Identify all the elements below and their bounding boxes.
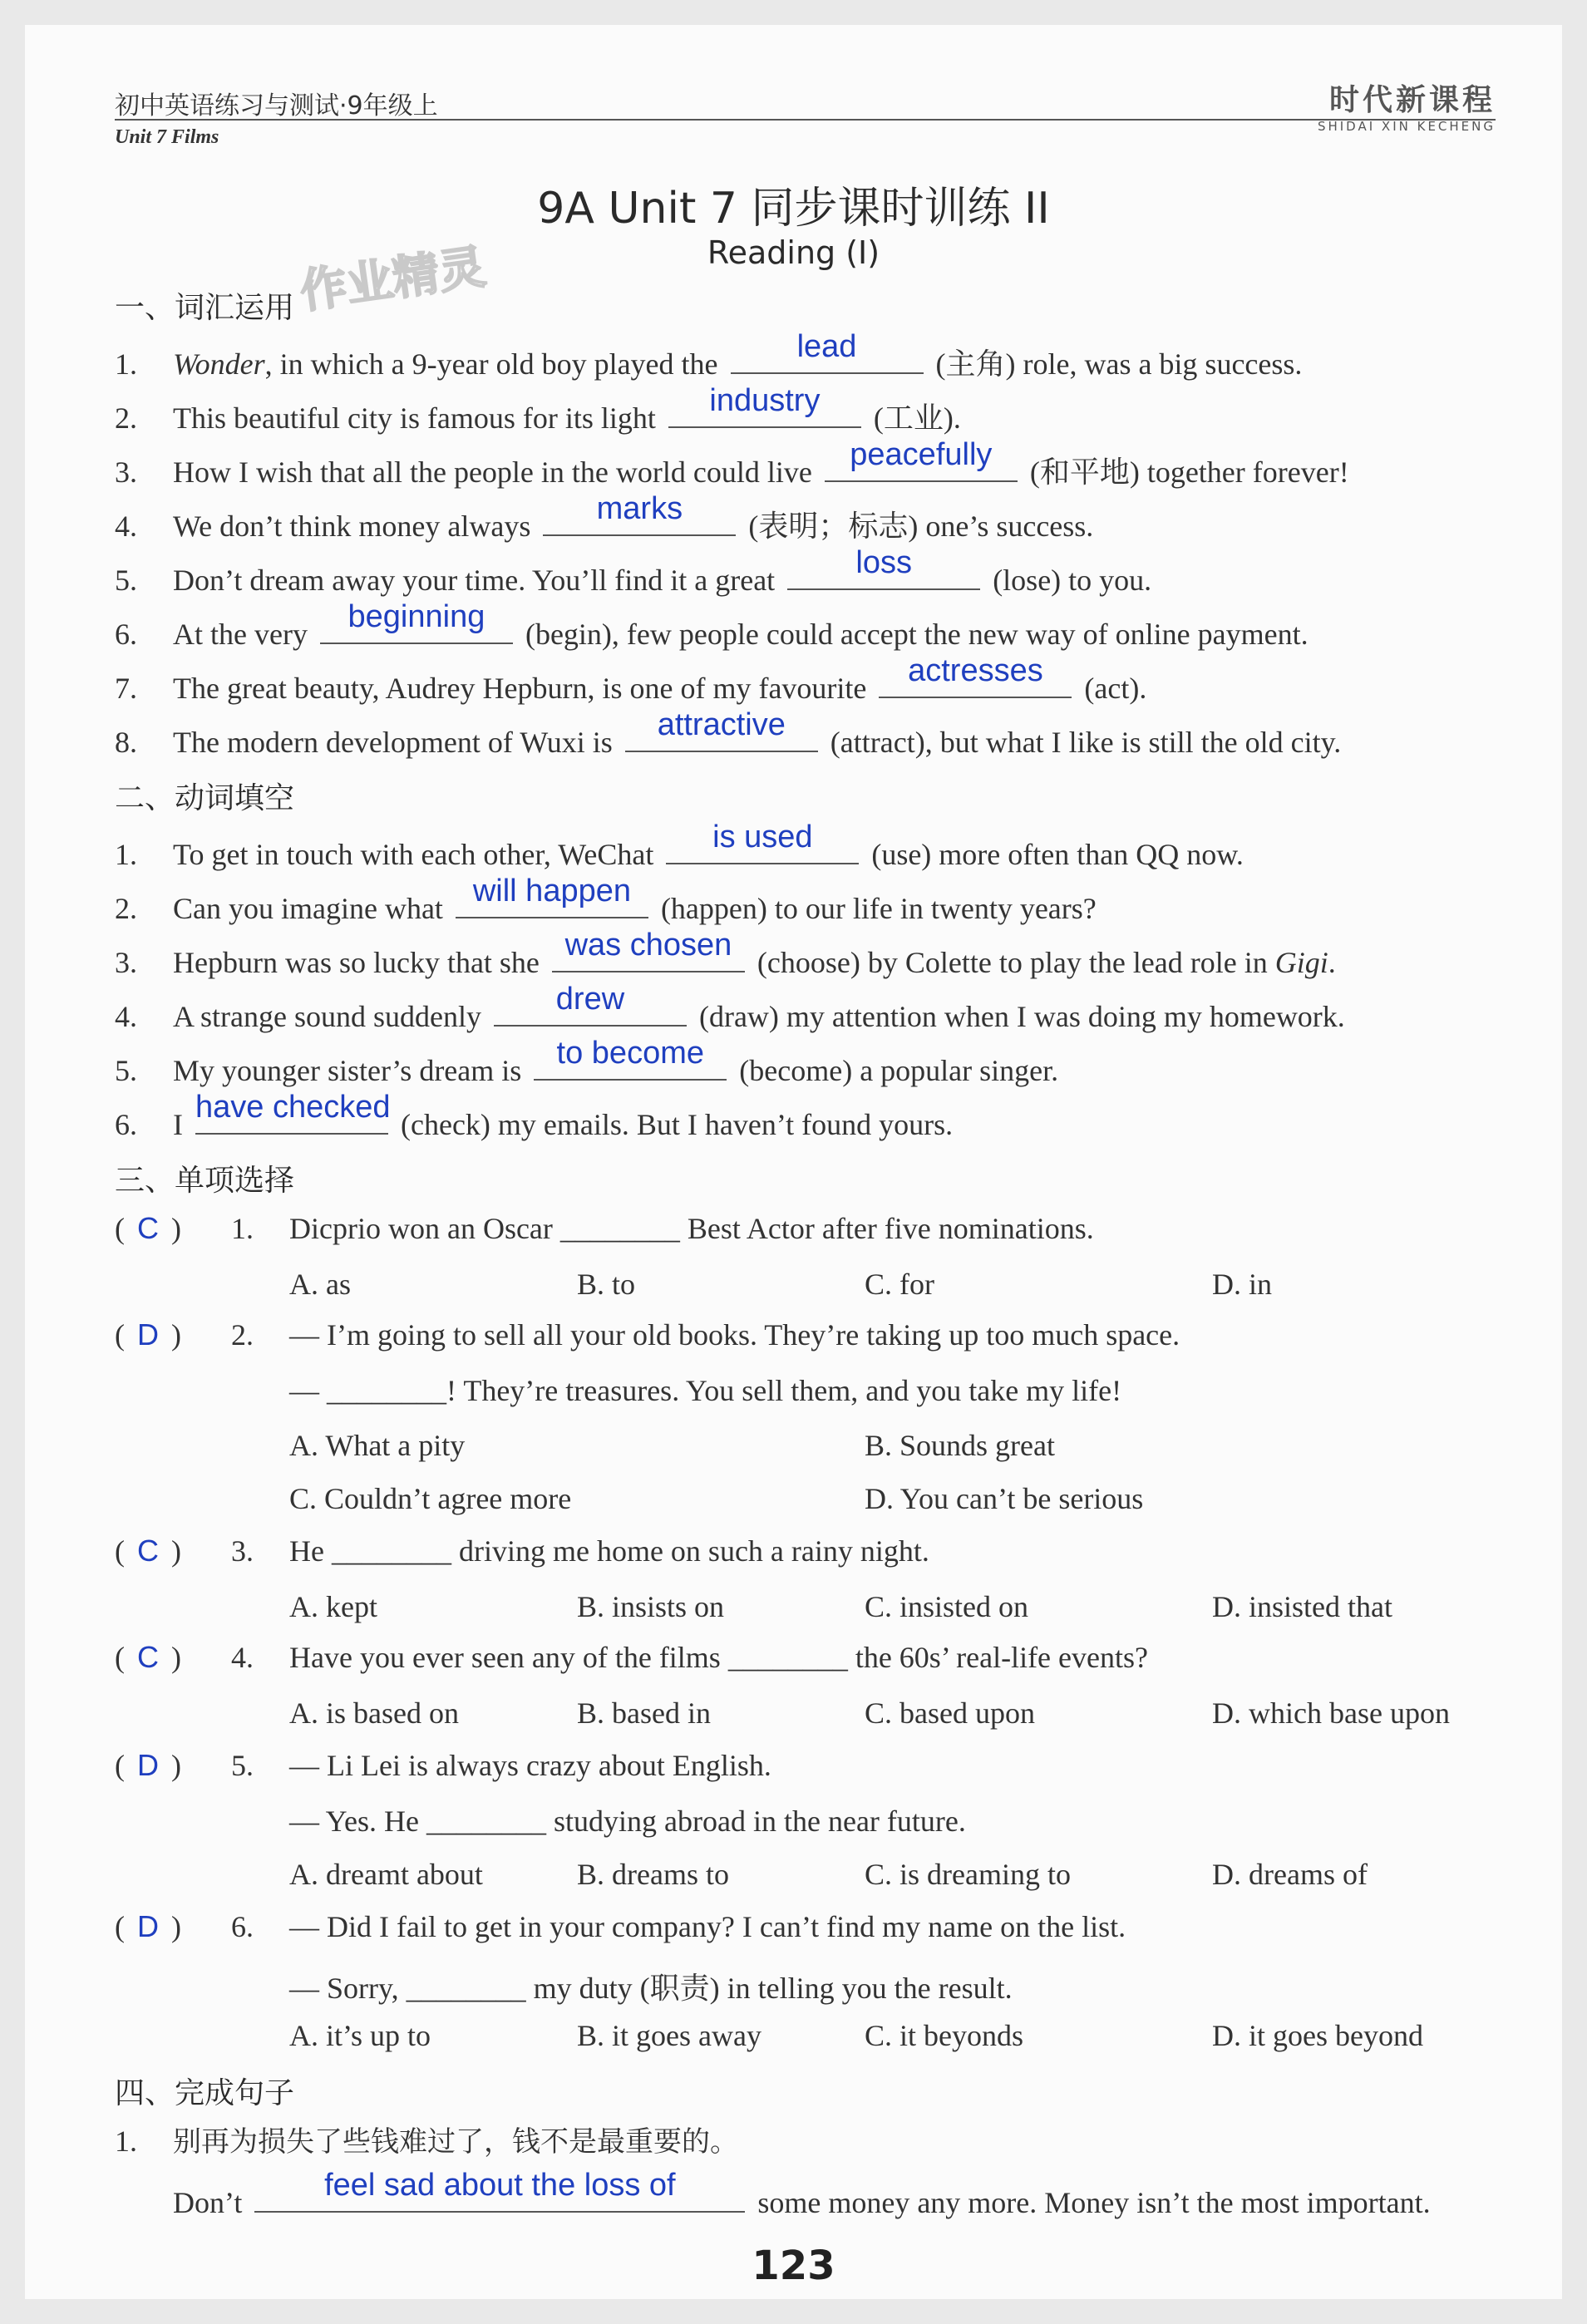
answer-blank[interactable] (879, 653, 1072, 698)
verb-item: 1. To get in touch with each other, WeChat is used (use) more often than QQ now. (115, 820, 1244, 871)
answer-bracket: ( C ) (115, 1534, 181, 1568)
option-d[interactable]: D. it goes beyond (1212, 2019, 1423, 2052)
unit-label: Unit 7 Films (115, 126, 219, 148)
page-title: 9A Unit 7 同步课时训练 II (537, 184, 1050, 234)
section-heading-verbs: 二、动词填空 (115, 781, 295, 815)
verb-item: 3. Hepburn was so lucky that she was chosen (choose) by Colette to play the lead role in Gigi. (115, 928, 1336, 979)
vocab-item: 6. At the very beginning (begin), few people could accept the new way of online payment. (115, 599, 1309, 651)
page-subtitle: Reading (I) (707, 234, 880, 271)
answer-text: have checked (195, 1090, 391, 1125)
watermark: 作业精灵 (297, 239, 490, 320)
answer-blank[interactable] (494, 982, 687, 1027)
answer-text: will happen (472, 874, 631, 908)
question-line: — Yes. He ________ studying abroad in the near future. (289, 1805, 966, 1838)
answer-choice: D (137, 1909, 159, 1943)
option-c[interactable]: C. it beyonds (865, 2019, 1024, 2052)
option-b[interactable]: B. based in (577, 1696, 711, 1730)
mcq-question: ( D ) 6. — Did I fail to get in your company? I can’t find my name on the list. (115, 1909, 1126, 1943)
mcq-question: ( D ) 5. — Li Lei is always crazy about English. (115, 1748, 771, 1782)
answer-blank[interactable] (456, 874, 648, 918)
option-b[interactable]: B. insists on (577, 1590, 725, 1623)
brand-en: SHIDAI XIN KECHENG (1317, 119, 1496, 134)
answer-text: beginning (347, 599, 485, 634)
answer-bracket: ( D ) (115, 1909, 181, 1943)
option-a[interactable]: A. dreamt about (289, 1858, 483, 1891)
mcq-question: ( C ) 1. Dicprio won an Oscar ________ Best Actor after five nominations. (115, 1211, 1094, 1245)
verb-item: 5. My younger sister’s dream is to become (become) a popular singer. (115, 1036, 1059, 1087)
option-b[interactable]: B. it goes away (577, 2019, 761, 2052)
verb-item: 2. Can you imagine what will happen (happen) to our life in twenty years? (115, 874, 1097, 925)
publisher-logo (1318, 76, 1496, 134)
option-d[interactable]: D. in (1212, 1268, 1272, 1301)
answer-bracket: ( C ) (115, 1640, 181, 1674)
vocab-item: 7. The great beauty, Audrey Hepburn, is one of my favourite actresses (act). (115, 653, 1147, 705)
question-line: — ________! They’re treasures. You sell them, and you take my life! (289, 1374, 1122, 1407)
vocab-item: 1. Wonder, in which a 9-year old boy played the lead (主角) role, was a big success. (115, 329, 1303, 381)
answer-blank[interactable] (195, 1090, 391, 1135)
vocab-item: 5. Don’t dream away your time. You’ll find it a great loss (lose) to you. (115, 545, 1152, 597)
section-heading-vocab: 一、词汇运用 (115, 291, 295, 325)
option-a[interactable]: A. as (289, 1268, 351, 1301)
option-b[interactable]: B. Sounds great (865, 1429, 1055, 1462)
answer-bracket: ( D ) (115, 1317, 181, 1352)
answer-blank[interactable] (731, 329, 924, 374)
book-title: 初中英语练习与测试·9年级上 (115, 91, 438, 121)
answer-choice: C (137, 1211, 159, 1245)
option-a[interactable]: A. What a pity (289, 1429, 466, 1462)
answer-choice: C (137, 1640, 159, 1674)
answer-text: was chosen (564, 928, 732, 963)
answer-blank[interactable] (552, 928, 745, 972)
answer-text: peacefully (850, 437, 993, 472)
answer-blank[interactable] (668, 383, 861, 428)
section-heading-sentences: 四、完成句子 (115, 2076, 295, 2110)
option-d[interactable]: D. You can’t be serious (865, 1482, 1144, 1515)
answer-blank[interactable] (543, 491, 736, 536)
answer-text: marks (596, 491, 683, 526)
option-a[interactable]: A. kept (289, 1590, 377, 1623)
option-b[interactable]: B. dreams to (577, 1858, 729, 1891)
verb-item: 4. A strange sound suddenly drew (draw) my attention when I was doing my homework. (115, 982, 1345, 1033)
answer-blank[interactable] (625, 707, 818, 752)
header-divider (115, 119, 1496, 121)
answer-text: industry (709, 383, 821, 418)
option-c[interactable]: C. is dreaming to (865, 1858, 1071, 1891)
answer-choice: C (137, 1534, 159, 1568)
option-d[interactable]: D. insisted that (1212, 1590, 1392, 1623)
brand-cn: 时代新课程 (1328, 83, 1496, 117)
answer-blank[interactable] (666, 820, 859, 864)
page-number: 123 (752, 2243, 835, 2289)
answer-text: is used (712, 820, 813, 854)
mcq-question: ( C ) 4. Have you ever seen any of the films ________ the 60s’ real-life events? (115, 1640, 1148, 1674)
answer-text: actresses (908, 653, 1043, 688)
vocab-item: 4. We don’t think money always marks (表明；标志) one’s success. (115, 491, 1094, 543)
answer-blank[interactable] (825, 437, 1018, 482)
option-c[interactable]: C. insisted on (865, 1590, 1029, 1623)
answer-text: to become (556, 1036, 704, 1071)
answer-text: feel sad about the loss of (324, 2168, 676, 2203)
answer-choice: D (137, 1748, 159, 1782)
vocab-item: 3. How I wish that all the people in the world could live peacefully (和平地) together forever! (115, 437, 1349, 489)
verb-item: 6. I have checked (check) my emails. But I haven’t found yours. (115, 1090, 954, 1141)
mcq-question: ( D ) 2. — I’m going to sell all your old books. They’re taking up too much space. (115, 1317, 1180, 1352)
option-d[interactable]: D. dreams of (1212, 1858, 1368, 1891)
section-heading-mcq: 三、单项选择 (115, 1164, 295, 1198)
sentence-item-en: Don’t feel sad about the loss of some money any more. Money isn’t the most important. (173, 2168, 1431, 2219)
answer-text: lead (796, 329, 857, 364)
answer-choice: D (137, 1317, 159, 1352)
vocab-item: 2. This beautiful city is famous for its light industry (工业). (115, 383, 961, 435)
worksheet-page (25, 25, 1562, 2299)
option-d[interactable]: D. which base upon (1212, 1696, 1450, 1730)
answer-bracket: ( C ) (115, 1211, 181, 1245)
question-line: — Sorry, ________ my duty (职责) in telling you the result. (289, 1972, 1013, 2005)
answer-text: loss (855, 545, 912, 580)
option-c[interactable]: C. based upon (865, 1696, 1035, 1730)
answer-text: attractive (657, 707, 786, 742)
vocab-item: 8. The modern development of Wuxi is attractive (attract), but what I like is still the old city. (115, 707, 1342, 759)
answer-bracket: ( D ) (115, 1748, 181, 1782)
answer-blank[interactable] (787, 545, 980, 590)
answer-blank[interactable] (320, 599, 513, 644)
option-c[interactable]: C. Couldn’t agree more (289, 1482, 572, 1515)
option-c[interactable]: C. for (865, 1268, 934, 1301)
answer-blank[interactable] (254, 2168, 745, 2213)
option-a[interactable]: A. is based on (289, 1696, 459, 1730)
answer-text: drew (555, 982, 625, 1017)
mcq-question: ( C ) 3. He ________ driving me home on such a rainy night. (115, 1534, 929, 1568)
option-b[interactable]: B. to (577, 1268, 636, 1301)
answer-blank[interactable] (534, 1036, 727, 1081)
sentence-item-cn: 1. 别再为损失了些钱难过了，钱不是最重要的。 (115, 2125, 738, 2159)
option-a[interactable]: A. it’s up to (289, 2019, 431, 2052)
